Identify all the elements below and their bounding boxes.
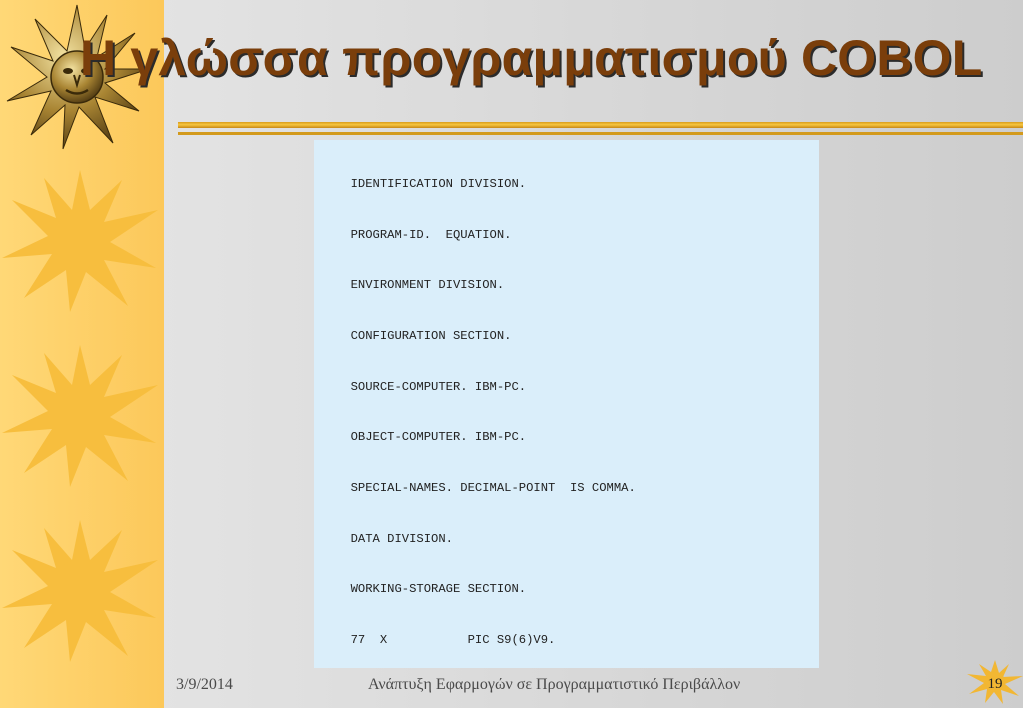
sun-decoration-3 — [0, 515, 160, 665]
footer-date: 3/9/2014 — [176, 676, 233, 693]
code-listing-panel — [314, 140, 819, 668]
slide-title: Η γλώσσα προγραμματισμού COBOL — [80, 30, 983, 86]
code-line: OBJECT-COMPUTER. IBM-PC. — [314, 430, 527, 445]
code-line: SPECIAL-NAMES. DECIMAL-POINT IS COMMA. — [314, 481, 636, 496]
title-divider-thin — [178, 132, 1023, 135]
code-line: 77 X PIC S9(6)V9. — [314, 633, 556, 648]
code-line: SOURCE-COMPUTER. IBM-PC. — [314, 379, 527, 394]
code-listing — [314, 140, 819, 668]
code-line: DATA DIVISION. — [314, 531, 453, 546]
sun-decoration-1 — [0, 165, 160, 315]
code-line: ENVIRONMENT DIVISION. — [314, 278, 505, 293]
footer-title: Ανάπτυξη Εφαρμογών σε Προγραμματιστικό Περιβάλλον — [368, 676, 741, 693]
code-line: PROGRAM-ID. EQUATION. — [314, 227, 512, 242]
code-line: WORKING-STORAGE SECTION. — [314, 582, 527, 597]
code-line: IDENTIFICATION DIVISION. — [314, 176, 527, 191]
page-number: 19 — [987, 676, 1003, 692]
code-line: CONFIGURATION SECTION. — [314, 328, 512, 343]
sun-decoration-2 — [0, 340, 160, 490]
title-divider-thick — [178, 122, 1023, 128]
